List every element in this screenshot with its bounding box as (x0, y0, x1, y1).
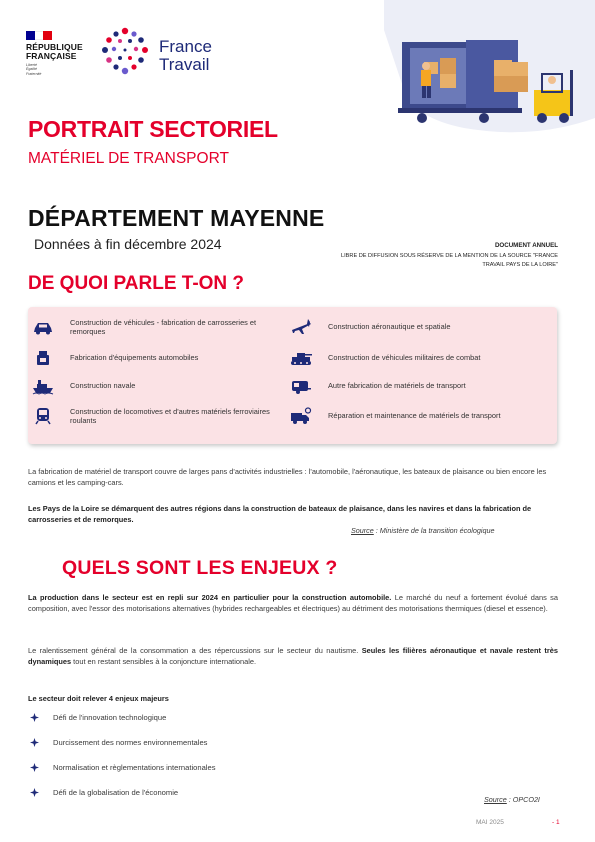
category-label: Autre fabrication de matériels de transport (328, 381, 466, 391)
tank-icon (290, 349, 312, 367)
enjeu-item: Normalisation et règlementations internationales (30, 763, 216, 772)
categories-box (28, 307, 557, 444)
department-heading: DÉPARTEMENT MAYENNE (28, 205, 325, 231)
category-item (32, 407, 272, 426)
section-heading-enjeux: QUELS SONT LES ENJEUX ? (62, 557, 338, 579)
category-item (290, 377, 550, 395)
category-item (290, 318, 550, 336)
data-date: Données à fin décembre 2024 (34, 236, 222, 252)
airplane-icon (290, 318, 312, 336)
enjeu-item: Défi de la globalisation de l'économie (30, 788, 178, 797)
category-label: Réparation et maintenance de matériels de transport (328, 411, 501, 421)
logistics-illustration (384, 0, 595, 134)
france-travail-logo-text: France Travail (159, 37, 212, 74)
diamond-bullet-icon (30, 788, 39, 797)
footer-date: MAI 2025 (476, 819, 504, 826)
category-item (32, 349, 272, 367)
intro-paragraph: La fabrication de matériel de transport couvre de larges pans d'activités industrielles : l'automobile, l'aéronautique, les bateaux de plaisance ou bien encore les camions et les camping-cars. (28, 467, 547, 487)
category-label: Fabrication d'équipements automobiles (70, 353, 199, 363)
page-number: - 1 (552, 819, 560, 826)
category-item (290, 349, 550, 367)
category-label: Construction de véhicules militaires de combat (328, 353, 481, 363)
diamond-bullet-icon (30, 738, 39, 747)
distribution-notice: LIBRE DE DIFFUSION SOUS RÉSERVE DE LA MENTION DE LA SOURCE "FRANCE TRAVAIL PAYS DE LA LOIRE" (341, 253, 558, 268)
enjeux-title: Le secteur doit relever 4 enjeux majeurs (28, 694, 169, 703)
rf-motto: Liberté Égalité Fraternité (26, 63, 42, 76)
section-heading-definition: DE QUOI PARLE T-ON ? (28, 273, 245, 294)
category-item (32, 377, 272, 395)
rf-flag-logo (26, 31, 52, 40)
republique-francaise-logo: RÉPUBLIQUE FRANÇAISE (26, 42, 83, 61)
camper-icon (290, 377, 312, 395)
category-item (290, 407, 550, 425)
production-paragraph: La production dans le secteur est en repli sur 2024 en particulier pour la construction automobile. Le marché du neuf a fortement évolué dans sa composition, avec l'essor des motorisations alternatives (hybrides rechargeables et électriques) au détriment des motorisations thermiques (diesel et essence). (28, 593, 558, 613)
diamond-bullet-icon (30, 713, 39, 722)
source-opco2i: Source : OPCO2I (484, 795, 540, 804)
car-icon (32, 318, 54, 336)
category-label: Construction de locomotives et d'autres matériels ferroviaires roulants (70, 407, 270, 426)
car-part-icon (32, 349, 54, 367)
region-paragraph: Les Pays de la Loire se démarquent des autres régions dans la construction de bateaux de plaisance, dans les navires et dans la fabrication de carrosseries et de remorques. (28, 504, 532, 524)
category-label: Construction navale (70, 381, 136, 391)
enjeu-item: Durcissement des normes environnementales (30, 738, 207, 747)
enjeu-item: Défi de l'innovation technologique (30, 713, 166, 722)
france-travail-logo-icon (101, 26, 149, 76)
category-label: Construction de véhicules - fabrication de carrosseries et remorques (70, 318, 257, 337)
nautisme-paragraph: Le ralentissement général de la consommation a des répercussions sur le secteur du nautisme. Seules les filières aéronautique et navale restent très dynamiques tout en restant sensibles à la conjoncture internationale. (28, 646, 558, 666)
document-type: DOCUMENT ANNUEL (494, 242, 558, 249)
ship-icon (32, 377, 54, 395)
page-subtitle: MATÉRIEL DE TRANSPORT (28, 150, 229, 167)
category-label: Construction aéronautique et spatiale (328, 322, 451, 332)
category-item (32, 318, 272, 337)
source-ministere: Source : Ministère de la transition écologique (351, 526, 495, 535)
truck-repair-icon (290, 407, 312, 425)
page-title: PORTRAIT SECTORIEL (28, 116, 278, 142)
diamond-bullet-icon (30, 763, 39, 772)
train-icon (32, 407, 54, 425)
